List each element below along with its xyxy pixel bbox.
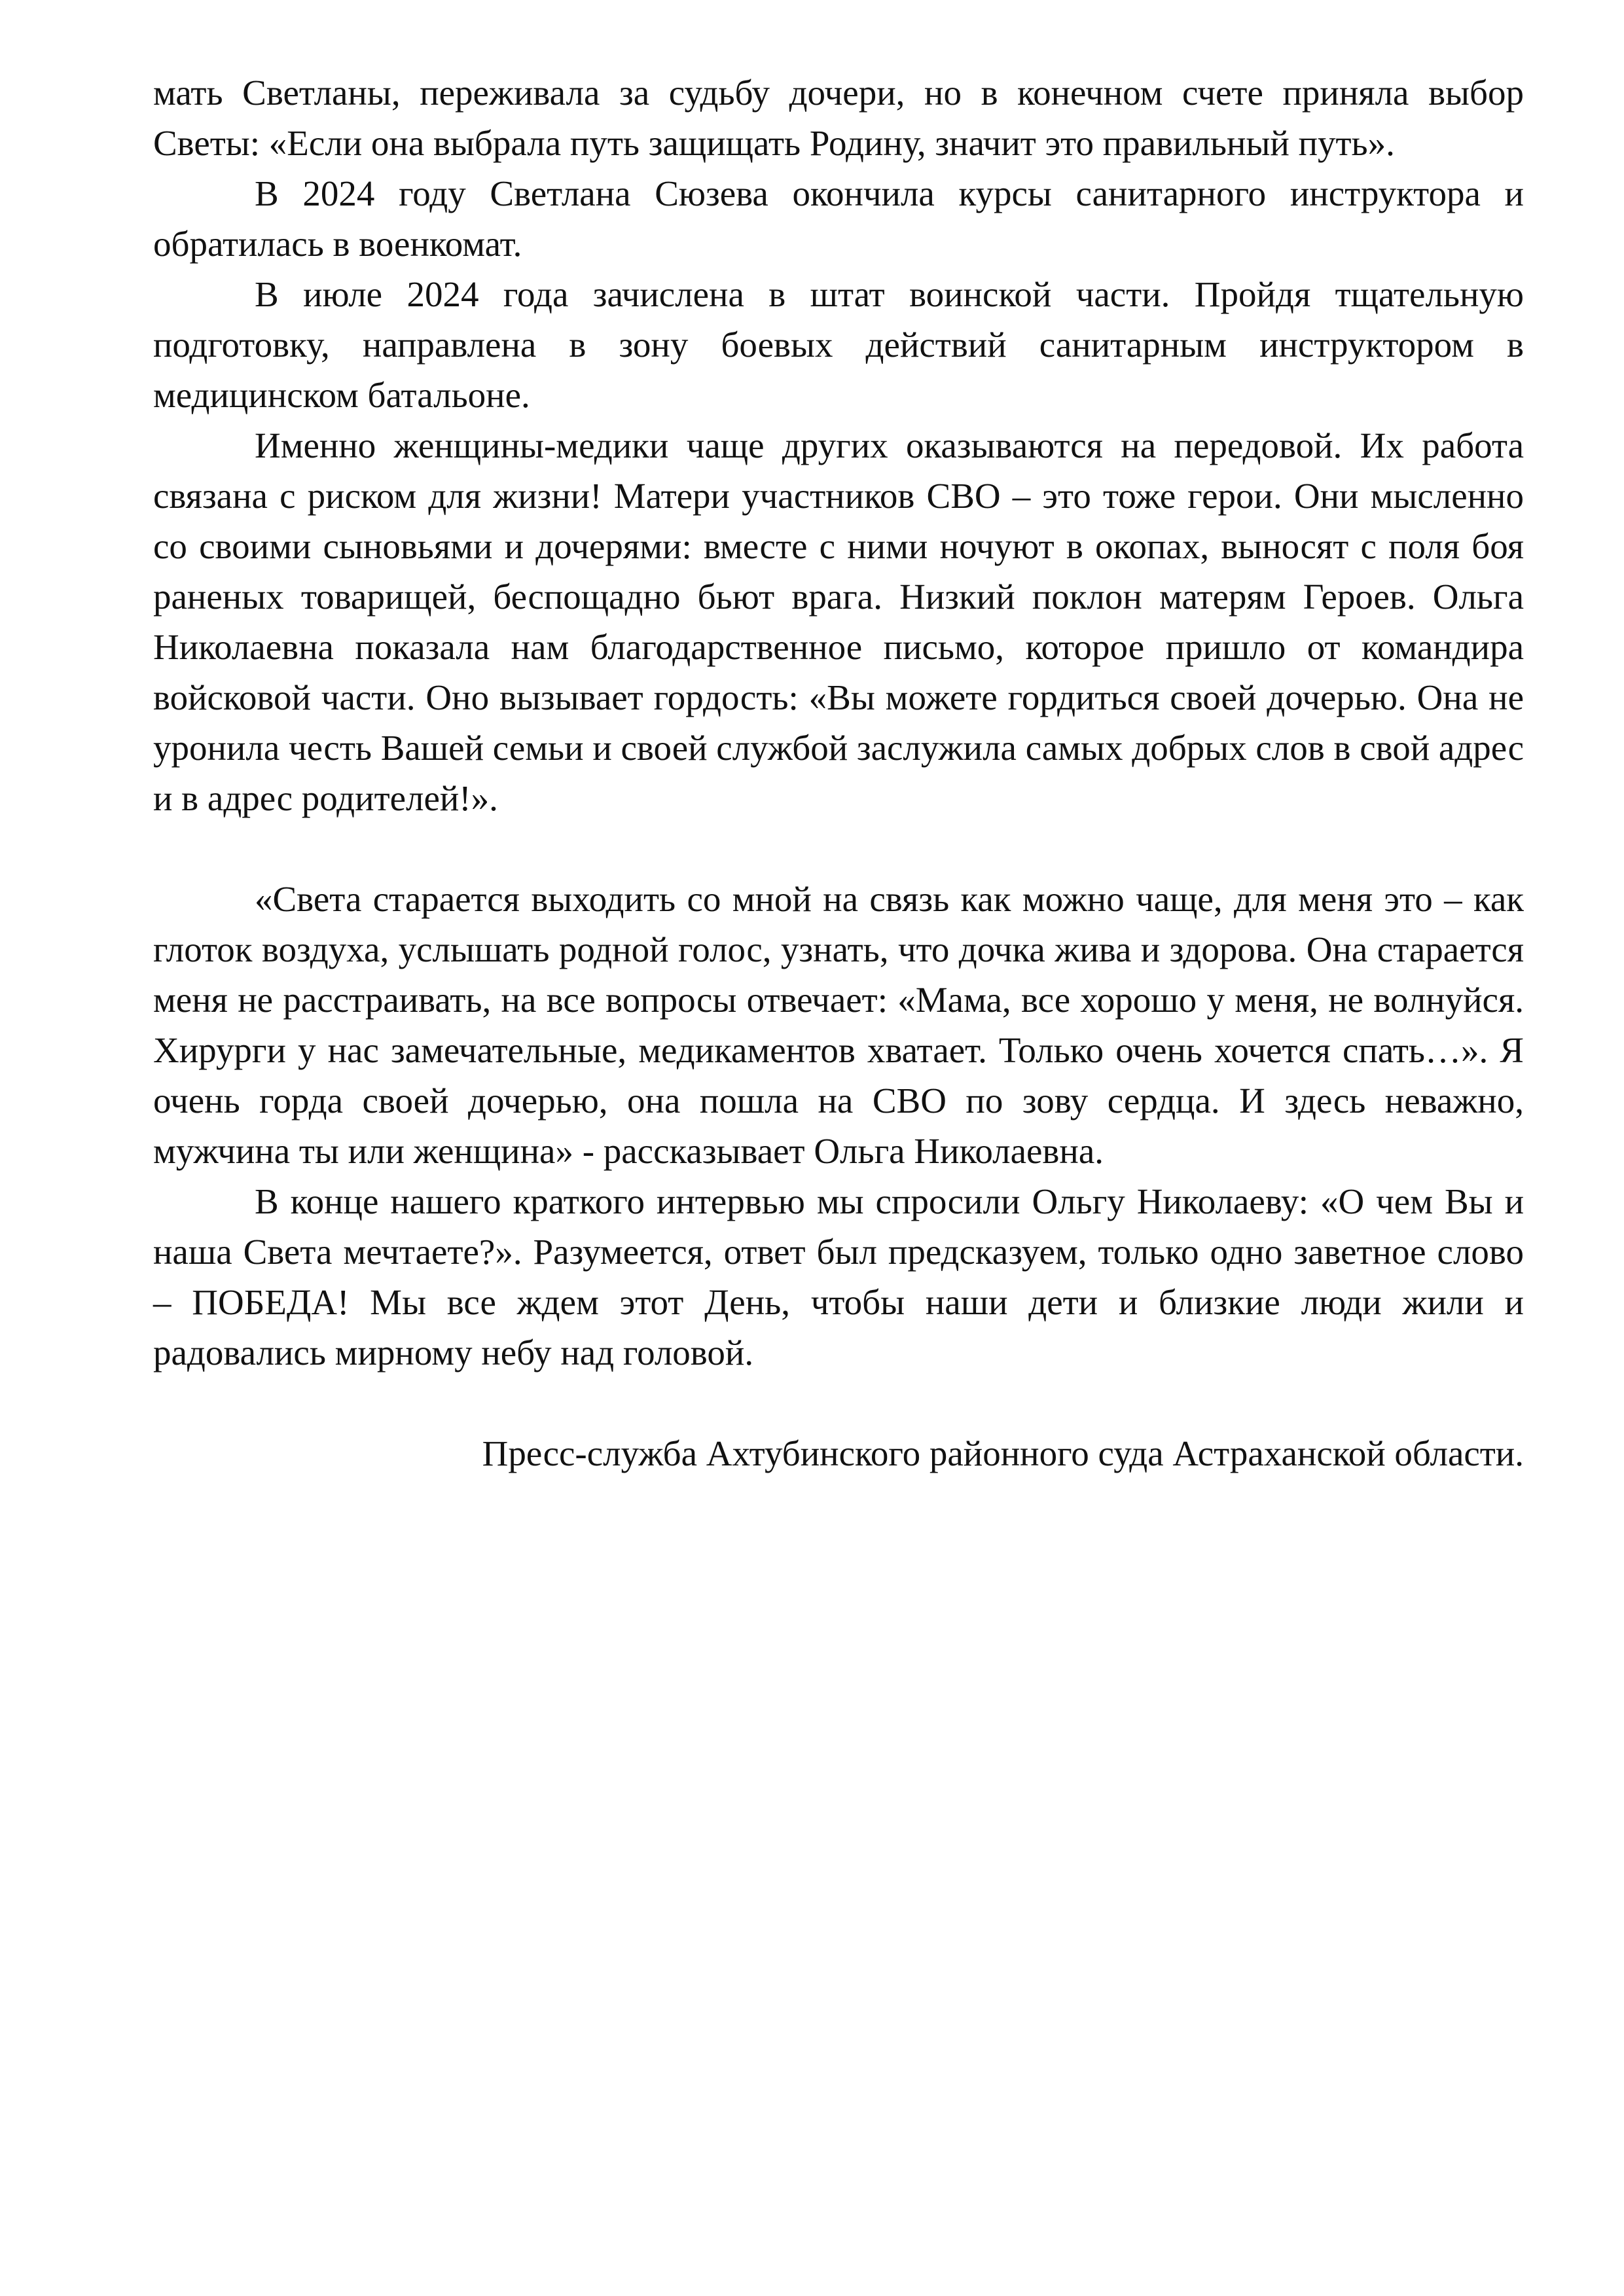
paragraph-interview-end: В конце нашего краткого интервью мы спросили Ольгу Николаеву: «О чем Вы и наша Света мечтаете?». Разумеется, ответ был предсказуем, только одно заветное слово – ПОБЕДА! Мы все ждем этот День, чтобы наши дети и близкие люди жили и радовались мирному небу над головой. (153, 1181, 1524, 1372)
paragraph-mother-choice: мать Светланы, переживала за судьбу дочери, но в конечном счете приняла выбор Светы: «Если она выбрала путь защищать Родину, значит это правильный путь». (153, 73, 1524, 163)
paragraph-courses: В 2024 году Светлана Сюзева окончила курсы санитарного инструктора и обратилась в военкомат. (153, 173, 1524, 264)
press-service-signature: Пресс-служба Ахтубинского районного суда Астраханской области. (482, 1433, 1524, 1473)
paragraph-enlistment: В июле 2024 года зачислена в штат воинской части. Пройдя тщательную подготовку, направлена в зону боевых действий санитарным инструктором в медицинском батальоне. (153, 274, 1524, 415)
blank-line-spacer (153, 823, 1524, 874)
paragraph-mother-quote: «Света старается выходить со мной на связь как можно чаще, для меня это – как глоток воздуха, услышать родной голос, узнать, что дочка жива и здорова. Она старается меня не расстраивать, на все вопросы отвечает: «Мама, все хорошо у меня, не волнуйся. Хирурги у нас замечательные, медикаментов хватает. Только очень хочется спать…». Я очень горда своей дочерью, она пошла на СВО по зову сердца. И здесь неважно, мужчина ты или женщина» - рассказывает Ольга Николаевна. (153, 879, 1524, 1171)
paragraph-women-medics: Именно женщины-медики чаще других оказываются на передовой. Их работа связана с риском для жизни! Матери участников СВО – это тоже герои. Они мысленно со своими сыновьями и дочерями: вместе с ними ночуют в окопах, выносят с поля боя раненых товарищей, беспощадно бьют врага. Низкий поклон матерям Героев. Ольга Николаевна показала нам благодарственное письмо, которое пришло от командира войсковой части. Оно вызывает гордость: «Вы можете гордиться своей дочерью. Она не уронила честь Вашей семьи и своей службой заслужила самых добрых слов в свой адрес и в адрес родителей!». (153, 425, 1524, 818)
document-page (153, 67, 1524, 1479)
